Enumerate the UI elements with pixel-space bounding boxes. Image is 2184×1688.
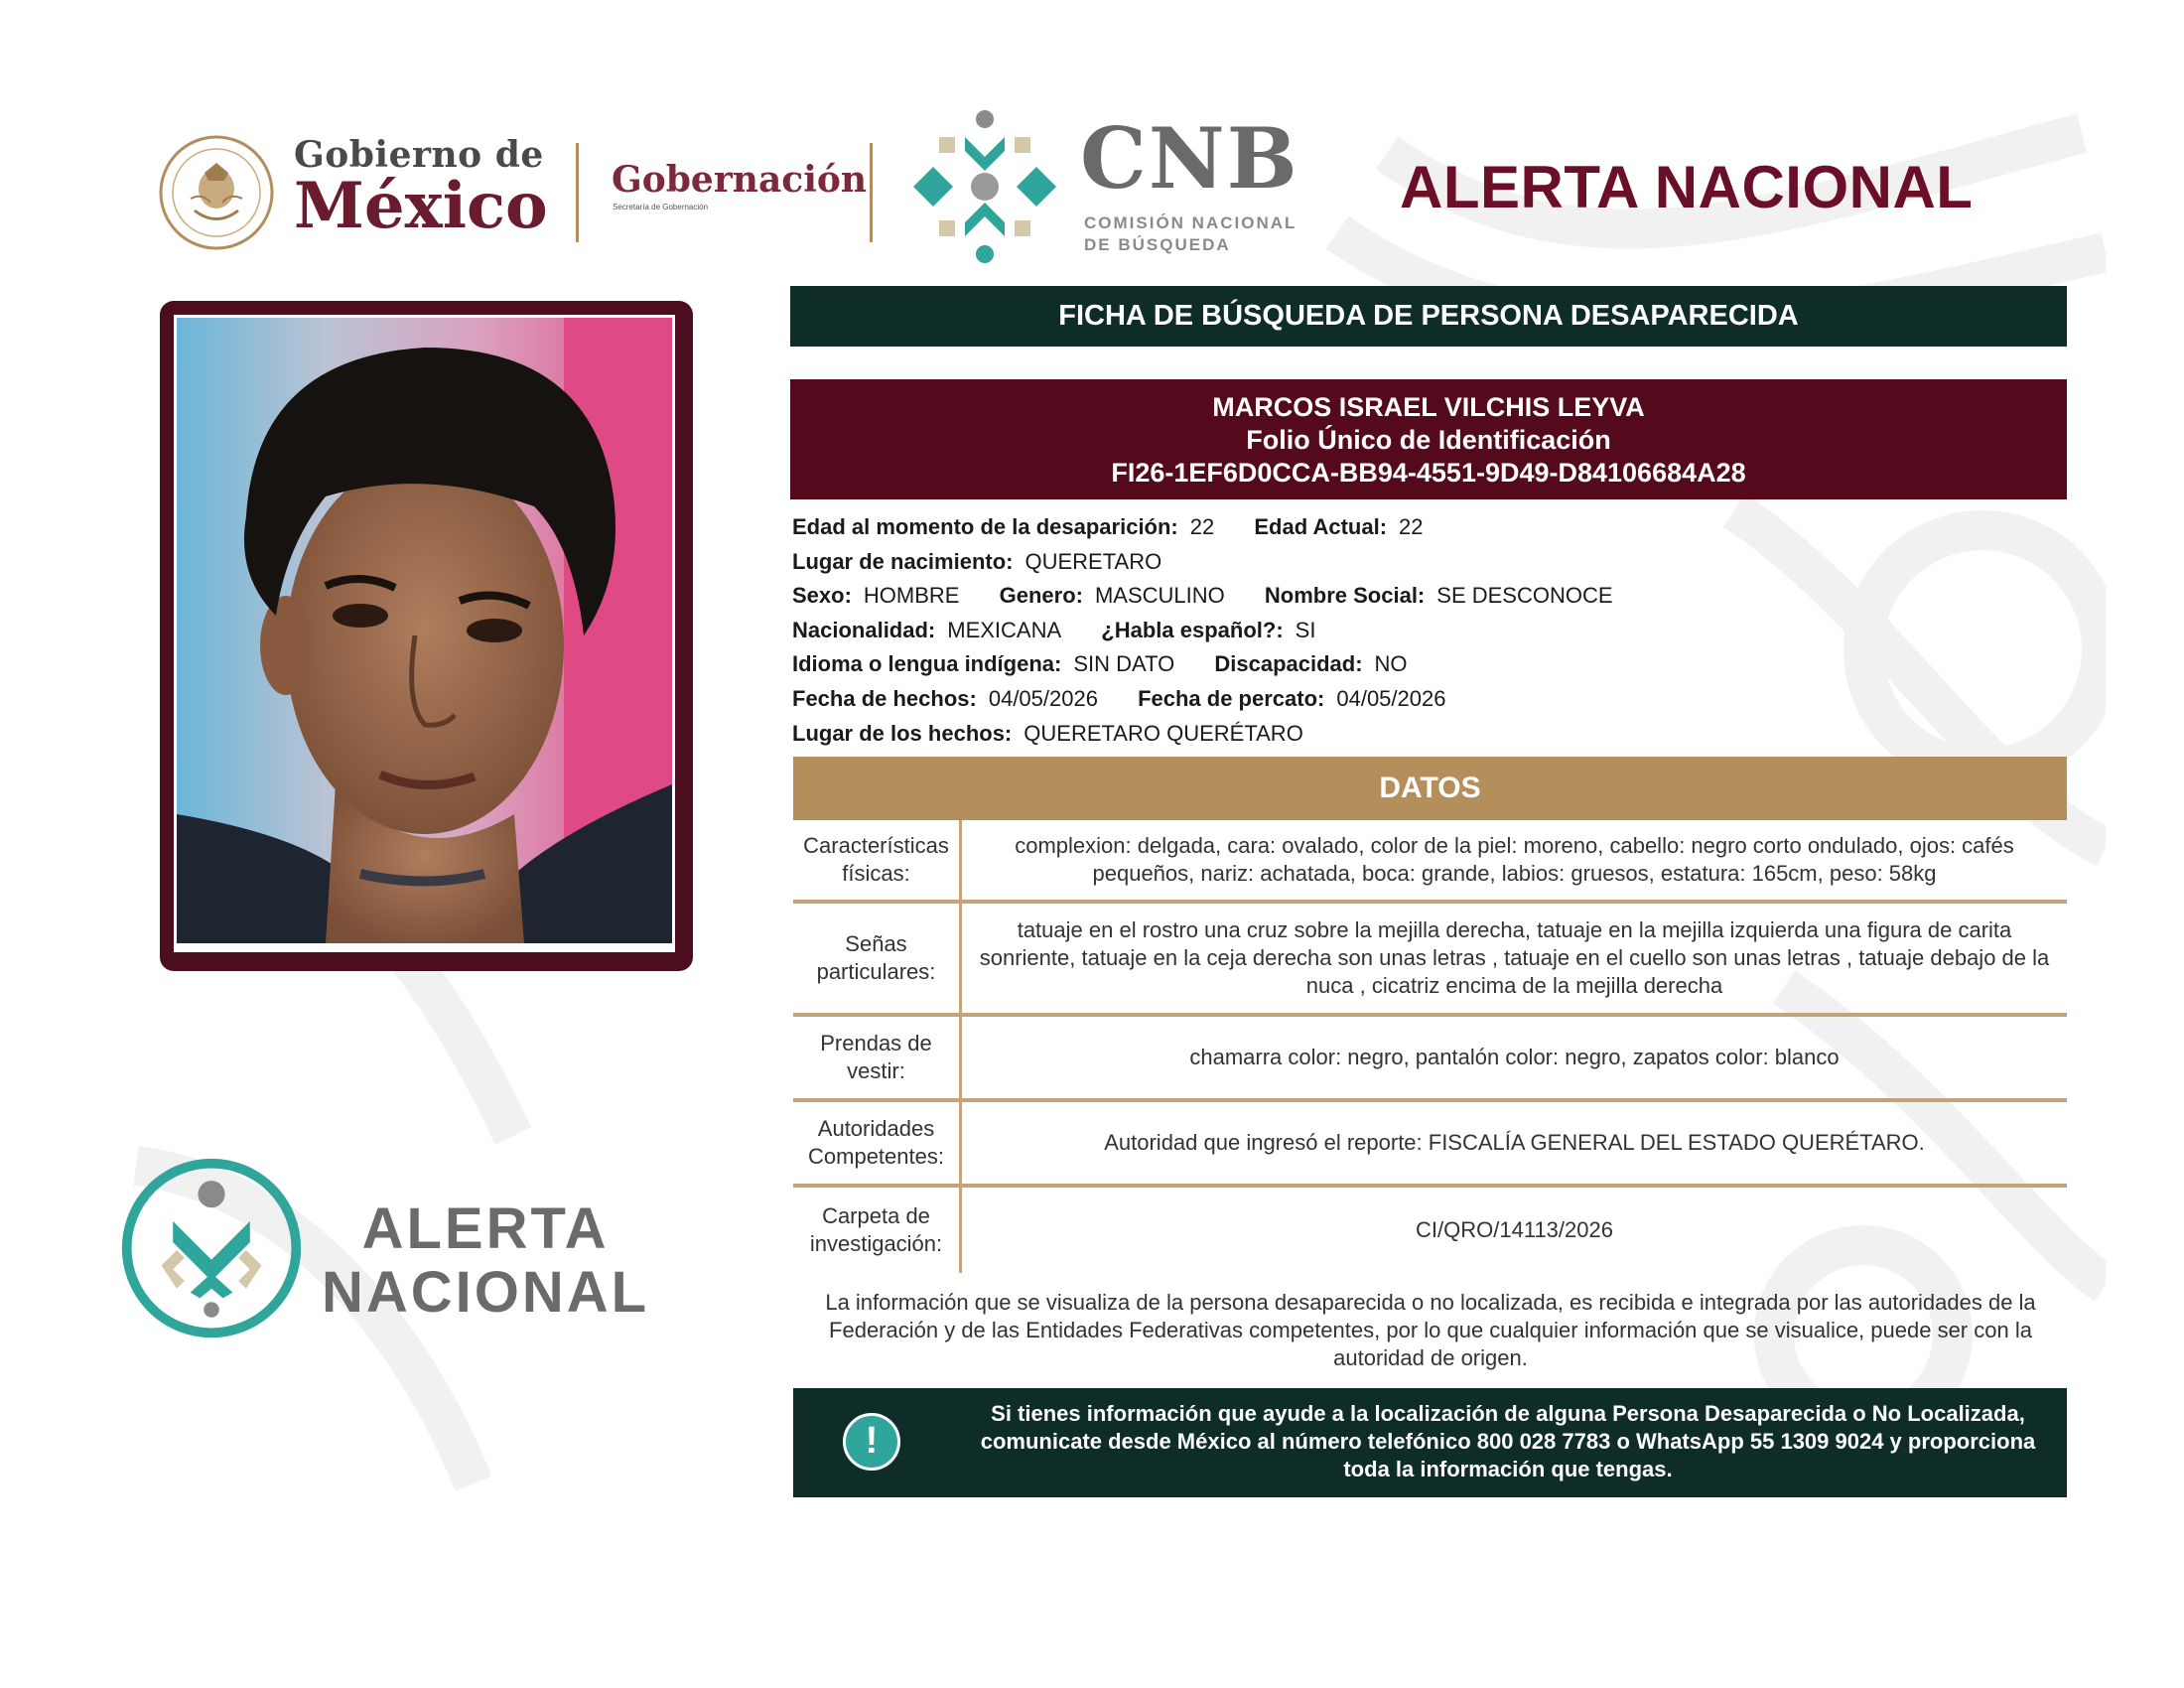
info-row [792,649,2067,684]
table-row [793,1017,2067,1102]
contact-footer [793,1388,2067,1497]
national-seal-icon [155,133,278,252]
folio-value: FI26-1EF6D0CCA-BB94-4551-9D49-D84106684A28 [1111,458,1746,488]
sexo-value: HOMBRE [863,583,960,609]
gobierno-line1: Gobierno de [294,134,544,176]
person-name-block [790,379,2067,499]
disclaimer-text: La información que se visualiza de la persona desaparecida o no localizada, es recibida e integrada por las autoridades de la Federación y de las Entidades Federativas competentes, por lo que cualquier información que se visualice, puede ser con la autoridad de origen. [825,1290,2036,1370]
person-info [792,512,2067,753]
info-row [792,684,2067,719]
table-row [793,1188,2067,1273]
genero-label: Genero: [999,583,1083,609]
discapacidad-label: Discapacidad: [1214,651,1363,677]
edad-desaparicion-label: Edad al momento de la desaparición: [792,514,1178,539]
lugar-nacimiento-label: Lugar de nacimiento: [792,548,1014,574]
cnb-subtitle-line1: COMISIÓN NACIONAL [1084,213,1297,232]
alert-exclamation-icon: ! [843,1413,900,1471]
fecha-hechos-label: Fecha de hechos: [792,685,977,711]
lugar-hechos-label: Lugar de los hechos: [792,720,1013,746]
info-row [792,581,2067,616]
info-row [792,616,2067,650]
habla-espanol-label: ¿Habla español?: [1101,617,1284,642]
nombre-social-value: SE DESCONOCE [1436,583,1613,609]
person-name: MARCOS ISRAEL VILCHIS LEYVA [1212,392,1645,422]
lugar-nacimiento-value: QUERETARO [1024,548,1162,574]
photo-frame [160,301,693,971]
edad-actual-value: 22 [1399,514,1424,539]
ficha-title-bar: FICHA DE BÚSQUEDA DE PERSONA DESAPARECIDA [790,286,2067,347]
cnb-subtitle [1084,212,1322,256]
gobernacion-title: Gobernación [612,159,868,201]
fecha-percato-value: 04/05/2026 [1336,685,1446,711]
discapacidad-value: NO [1374,651,1408,677]
table-row [793,1102,2067,1188]
edad-actual-label: Edad Actual: [1254,514,1388,539]
row-value: CI/QRO/14113/2026 [1416,1217,1613,1242]
nombre-social-label: Nombre Social: [1264,583,1426,609]
info-row [792,719,2067,754]
nacionalidad-label: Nacionalidad: [792,617,936,642]
alerta-emblem-icon [117,1154,306,1342]
fecha-percato-label: Fecha de percato: [1138,685,1325,711]
cnb-logo [905,107,1322,266]
fecha-hechos-value: 04/05/2026 [988,685,1098,711]
alerta-nacional-logo [117,1154,673,1348]
gobernacion-subtitle: Secretaría de Gobernación [613,203,709,211]
contact-text: Si tienes información que ayude a la localización de alguna Persona Desaparecida o No Localizada, comunicate desde México al número telefónico 800 028 7783 o WhatsApp 55 1309 9024 y proporciona toda la información que tengas. [980,1401,2036,1481]
row-label: Características físicas: [793,820,962,900]
datos-header: DATOS [793,757,2067,820]
row-value: chamarra color: negro, pantalón color: negro, zapatos color: blanco [1189,1045,1840,1069]
table-row [793,904,2067,1017]
gobierno-mexico-logo [155,133,868,252]
row-value: Autoridad que ingresó el reporte: FISCALÍA GENERAL DEL ESTADO QUERÉTARO. [1104,1130,1925,1155]
gobierno-line2: México [294,169,548,243]
info-row [792,547,2067,582]
genero-value: MASCULINO [1094,583,1225,609]
nacional-word: NACIONAL [322,1260,650,1325]
row-label: Carpeta de investigación: [793,1188,962,1273]
nacionalidad-value: MEXICANA [947,617,1062,642]
idioma-label: Idioma o lengua indígena: [792,651,1062,677]
gobierno-title [294,134,548,243]
row-value: tatuaje en el rostro una cruz sobre la mejilla derecha, tatuaje en la mejilla izquierda una figura de carita sonriente, tatuaje en la ceja derecha son unas letras , tatuaje en el cuello son unas letras , tatuaje debajo de la nuca , cicatriz encima de la mejilla derecha [979,917,2050,998]
info-row [792,512,2067,547]
alerta-word: ALERTA [361,1196,610,1261]
cnb-subtitle-line2: DE BÚSQUEDA [1084,235,1231,255]
habla-espanol-value: SI [1295,617,1316,642]
edad-desaparicion-value: 22 [1189,514,1215,539]
logo-divider [870,143,873,242]
cnb-title: CNB [1080,109,1299,208]
row-label: Señas particulares: [793,904,962,1013]
sexo-label: Sexo: [792,583,852,609]
logo-divider [576,143,579,242]
alerta-nacional-title: ALERTA NACIONAL [1400,154,1974,220]
alerta-nacional-wordmark [322,1197,649,1325]
row-value: complexion: delgada, cara: ovalado, color de la piel: moreno, cabello: negro corto ondulado, ojos: cafés pequeños, nariz: achatada, boca: grande, labios: gruesos, estatura: 165cm, peso: 58kg [1015,833,2014,886]
lugar-hechos-value: QUERETARO QUERÉTARO [1024,720,1303,746]
cnb-emblem-icon [905,107,1064,266]
row-label: Prendas de vestir: [793,1017,962,1098]
folio-label: Folio Único de Identificación [1246,425,1611,455]
row-label: Autoridades Competentes: [793,1102,962,1184]
missing-person-photo [177,318,672,943]
idioma-value: SIN DATO [1073,651,1175,677]
table-row [793,820,2067,904]
datos-table [793,820,2067,1273]
photo-border [174,315,675,952]
